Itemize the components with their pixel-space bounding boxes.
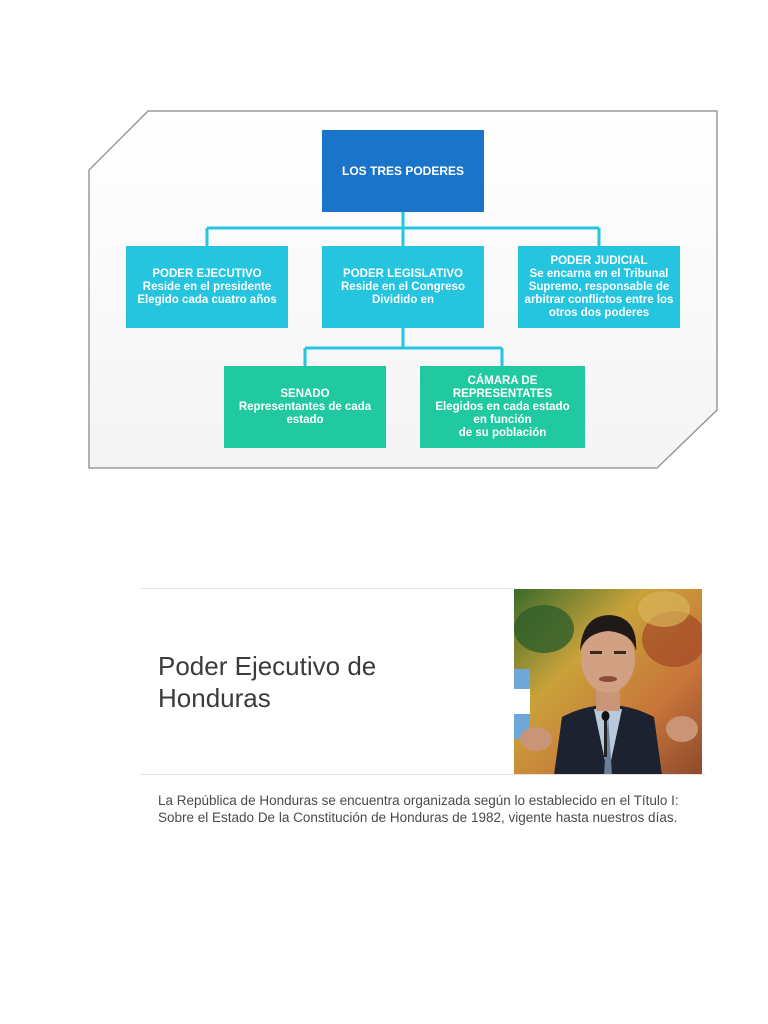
article-title-line: Poder Ejecutivo de — [158, 651, 377, 681]
node-camara-de-representantes — [420, 366, 585, 448]
node-poder-legislativo — [322, 246, 484, 328]
divider — [140, 774, 705, 775]
org-chart-card — [88, 110, 718, 470]
node-text: LOS TRES PODERES — [341, 163, 465, 178]
node-text: en función — [473, 413, 532, 426]
node-heading: PODER JUDICIAL — [550, 254, 648, 267]
node-text: Reside en el Congreso — [341, 280, 465, 293]
man-portrait-photo — [514, 589, 702, 775]
article-title-line: Honduras — [158, 683, 271, 713]
node-heading: REPRESENTATES — [452, 387, 553, 400]
node-text: Se encarna en el Tribunal — [529, 267, 669, 280]
node-senado — [224, 366, 386, 448]
divider — [140, 588, 514, 589]
node-text: Dividido en — [372, 293, 434, 306]
node-text: de su población — [458, 426, 547, 439]
node-heading: SENADO — [280, 387, 330, 400]
node-text: arbitrar conflictos entre los — [524, 293, 674, 306]
node-text: Elegido cada cuatro años — [137, 293, 277, 306]
node-poder-judicial — [518, 246, 680, 328]
node-heading: CÁMARA DE — [467, 374, 538, 387]
node-heading: PODER LEGISLATIVO — [343, 267, 463, 280]
node-heading: PODER EJECUTIVO — [152, 267, 262, 280]
node-text: otros dos poderes — [548, 306, 650, 319]
article-card — [140, 588, 705, 858]
portrait-illustration — [514, 589, 702, 775]
article-body: La República de Honduras se encuentra organizada según lo establecido en el Título I: Sobre el Estado De la Constitución de Honduras de 1982, vigente hasta nuestros días. — [158, 793, 679, 825]
node-los-tres-poderes — [322, 130, 484, 212]
node-text: Representantes de cada — [238, 400, 372, 413]
node-poder-ejecutivo — [126, 246, 288, 328]
node-text: Supremo, responsable de — [528, 280, 670, 293]
node-text: Reside en el presidente — [142, 280, 272, 293]
node-text: estado — [286, 413, 324, 426]
node-text: Elegidos en cada estado — [435, 400, 570, 413]
article-title — [158, 650, 488, 714]
